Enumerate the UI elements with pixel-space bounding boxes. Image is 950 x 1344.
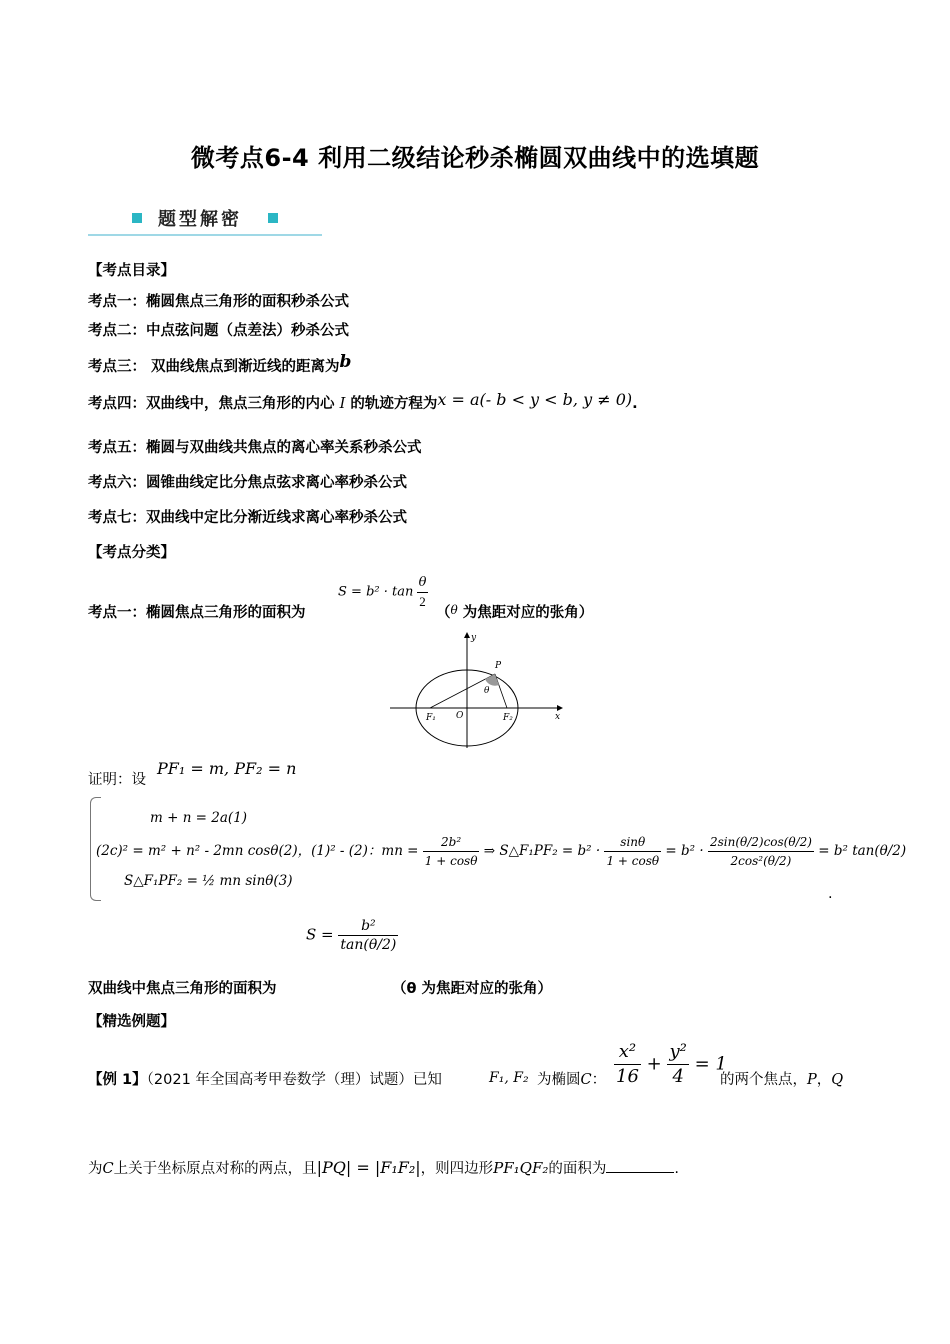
point1-note: （$^\theta$ 为焦距对应的张角） xyxy=(436,603,594,621)
point1-text: 考点一：椭圆焦点三角形的面积为 xyxy=(88,605,306,621)
label-p: P xyxy=(495,661,502,671)
proof-frac-half-angle: $\frac{2\sin(\theta/2)\cos(\theta/2)}{\text{2cos²(θ/2)}}$ xyxy=(709,835,812,868)
toc-item-3-text: 考点三： 双曲线焦点到渐近线的距离为 xyxy=(88,359,340,375)
hyp-formula xyxy=(306,917,398,954)
example-1-ellipse-intro: 为椭圆C： xyxy=(537,1072,607,1088)
proof-end-dot: . xyxy=(828,886,833,902)
label-f1: F₁ xyxy=(426,713,436,723)
hyp-formula-s: S = xyxy=(306,925,334,944)
y-axis-arrow xyxy=(464,632,470,638)
angle-wedge xyxy=(485,674,499,686)
example-1-line-1 xyxy=(88,1068,442,1089)
proof-eq-1: m + n = 2a(1) xyxy=(150,810,248,826)
proof-vars: PF₁ = m, PF₂ = n xyxy=(157,759,297,778)
square-icon xyxy=(268,213,278,223)
example-1-line-2: 为C上关于坐标原点对称的两点，且|PQ| = |F₁F₂|，则四边形PF₁QF₂的面积为 . xyxy=(88,1158,680,1177)
banner-label: 题型解密 xyxy=(158,209,242,230)
hyp-note: （θ 为焦距对应的张角） xyxy=(392,981,553,997)
toc-item-3 xyxy=(88,352,351,376)
toc-item-3-var: b xyxy=(339,352,352,372)
ellipse-frac-y: $\frac{\text{y²}}{4}$ xyxy=(669,1041,687,1087)
example-heading: 【精选例题】 xyxy=(88,1014,175,1030)
toc-item-4-mid: 的轨迹方程为 xyxy=(345,396,438,412)
point1-formula xyxy=(338,574,428,611)
hyp-text: 双曲线中焦点三角形的面积为 xyxy=(88,981,277,997)
example-1-foci: F₁, F₂ xyxy=(489,1070,529,1086)
toc-heading: 【考点目录】 xyxy=(88,263,175,279)
example-1-source: （2021 年全国高考甲卷数学（理）试题）已知 xyxy=(146,1072,442,1088)
toc-item-1: 考点一：椭圆焦点三角形的面积秒杀公式 xyxy=(88,294,349,310)
toc-item-4-formula: x = a(- b < y < b, y ≠ 0) xyxy=(437,390,633,409)
label-y: y xyxy=(471,633,477,643)
square-icon xyxy=(132,213,142,223)
point1-formula-left: S = b² · tan xyxy=(338,584,414,600)
label-f2: F₂ xyxy=(503,713,513,723)
class-heading: 【考点分类】 xyxy=(88,545,175,561)
answer-blank[interactable] xyxy=(606,1172,674,1173)
label-theta: θ xyxy=(484,686,490,696)
proof-frac-sin: $\frac{\sin\theta}{1 + \cos\theta}$ xyxy=(606,835,660,868)
page-title: 微考点6-4 利用二级结论秒杀椭圆双曲线中的选填题 xyxy=(190,144,760,172)
example-1-label: 【例 1】 xyxy=(88,1072,147,1088)
example-1-ellipse-equation: $\frac{\text{x²}}{16}$ + $\frac{\text{y²}}{4}$ = 1 xyxy=(616,1041,727,1087)
toc-item-4-end: . xyxy=(632,396,638,412)
point1-frac: $\frac{\theta}{2}$ xyxy=(418,575,427,609)
banner-underline xyxy=(88,234,322,236)
proof-label: 证明：设 xyxy=(88,772,146,788)
ellipse-frac-x: $\frac{\text{x²}}{16}$ xyxy=(616,1041,639,1087)
section-banner xyxy=(88,203,322,237)
toc-item-7: 考点七：双曲线中定比分渐近线求离心率秒杀公式 xyxy=(88,510,407,526)
x-axis-arrow xyxy=(557,705,563,711)
hyp-frac: $\frac{\text{b²}}{\tan(\theta/2)}$ xyxy=(340,918,397,953)
toc-item-4-text: 考点四：双曲线中，焦点三角形的内心 xyxy=(88,396,335,412)
proof-eq-3: S△F₁PF₂ = ½ mn sinθ(3) xyxy=(124,873,293,889)
proof-frac-mn: $\frac{\text{2b²}}{1 + \cos\theta}$ xyxy=(424,835,478,868)
label-x: x xyxy=(555,712,561,722)
example-1-tail: 的两个焦点，P，Q xyxy=(720,1072,844,1088)
example-1-quadrilateral: PF₁QF₂ xyxy=(493,1159,549,1177)
toc-item-2: 考点二：中点弦问题（点差法）秒杀公式 xyxy=(88,323,349,339)
label-o: O xyxy=(456,711,464,721)
toc-item-5: 考点五：椭圆与双曲线共焦点的离心率关系秒杀公式 xyxy=(88,440,422,456)
toc-item-4 xyxy=(88,390,638,413)
toc-item-4-var: I xyxy=(339,396,346,412)
ellipse-diagram xyxy=(385,628,565,750)
proof-eq-2: (2c)² = m² + n² - 2mn cosθ(2)，(1)² - (2)：mn = $\frac{\text{2b²}}{1 + \cos\theta}$ ⇒ S△F₁PF₂ = b² · $\frac{\sin\theta}{1 + \cos\theta}$ = b² · $\frac{2\sin(\theta/2)\cos(\theta/2)}{\text{2cos²(θ/2)}}$ = b² tan(θ/2) xyxy=(96,835,907,868)
toc-item-6: 考点六：圆锥曲线定比分焦点弦求离心率秒杀公式 xyxy=(88,475,407,491)
example-1-abs-condition: |PQ| = |F₁F₂| xyxy=(316,1158,421,1177)
